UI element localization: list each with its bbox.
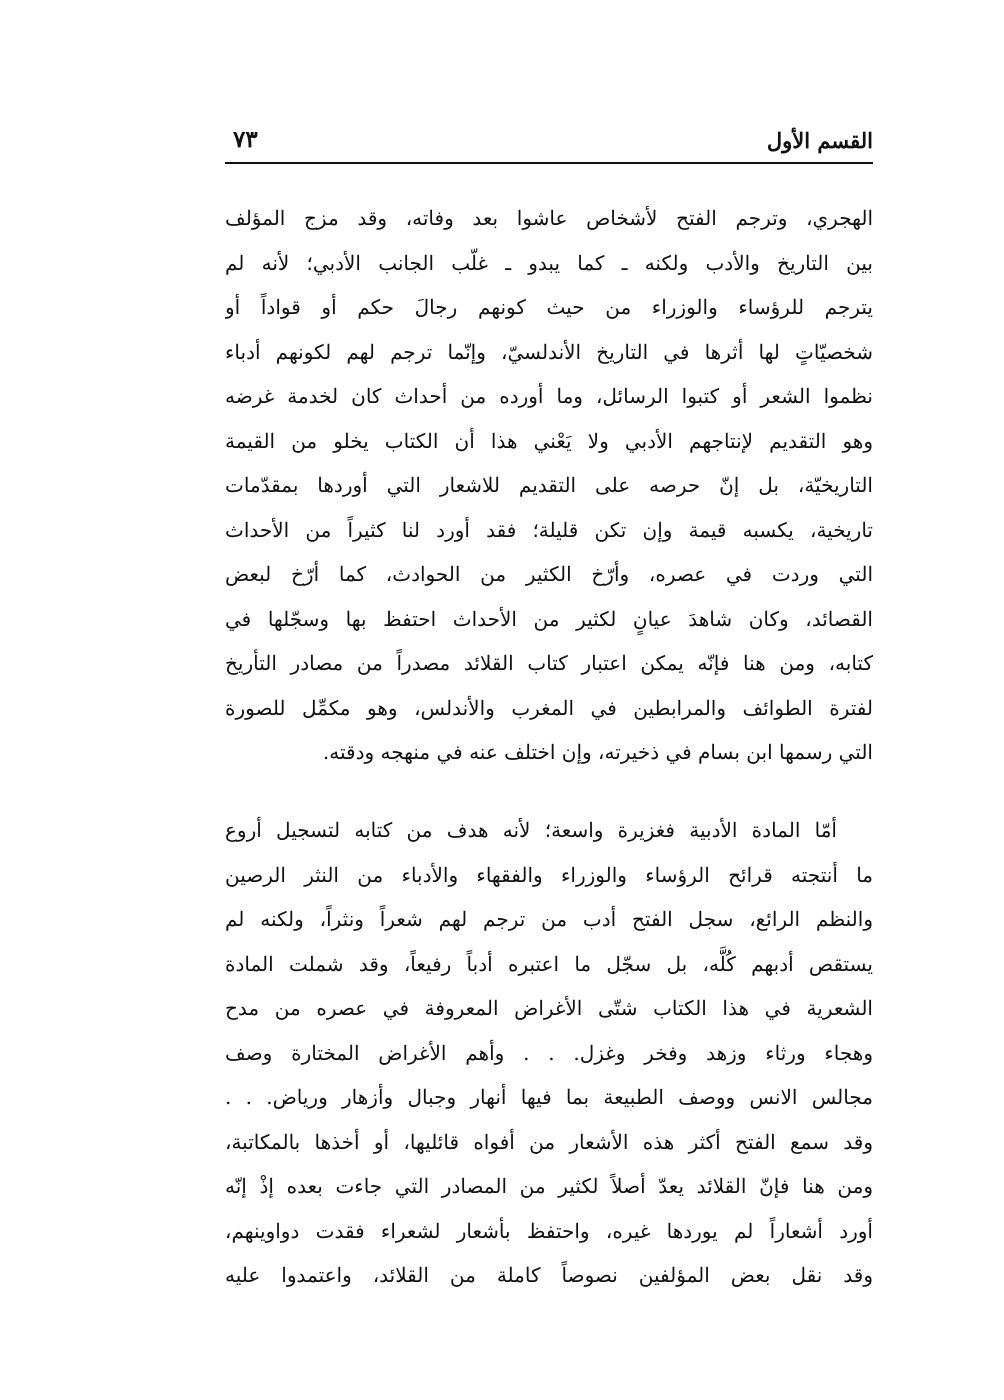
text-line: وهجاء ورثاء وزهد وفخر وغزل. . . وأهم الأغراض المختارة وصف [225,1040,873,1065]
text-line: نظموا الشعر أو كتبوا الرسائل، وما أورده من أحداث كان لخدمة غرضه [225,384,873,408]
text-line: أمّا المادة الأدبية فغزيرة واسعة؛ لأنه هدف من كتابه لتسجيل أروع [225,818,837,842]
text-line: وقد سمع الفتح أكثر هذه الأشعار من أفواه قائليها، أو أخذها بالمكاتبة، [225,1129,873,1154]
text-line: والنظم الرائع، سجل الفتح أدب من ترجم لهم شعراً ونثراً، ولكنه لم [225,907,873,931]
text-line: ما أنتجته قرائح الرؤساء والوزراء والفقهاء والأدباء من النثر الرصين [225,862,873,887]
text-line: بين التاريخ والأدب ولكنه ـ كما يبدو ـ غلّب الجانب الأدبي؛ لأنه لم [225,250,873,275]
header-rule [225,162,873,164]
text-line: أورد أشعاراً لم يوردها غيره، واحتفظ بأشعار لشعراء فقدت دواوينهم، [225,1218,873,1243]
section-title: القسم الأول [766,128,873,153]
text-line: وقد نقل بعض المؤلفين نصوصاً كاملة من القلائد، واعتمدوا عليه [225,1263,873,1287]
text-line: لفترة الطوائف والمرابطين في المغرب والأندلس، وهو مكمِّل للصورة [225,695,873,720]
text-line: التي وردت في عصره، وأرّخ الكثير من الحوادث، كما أرّخ لبعض [225,562,873,586]
text-line: تاريخية، يكسبه قيمة وإن تكن قليلة؛ فقد أورد لنا كثيراً من الأحداث [225,517,873,542]
paragraph-1 [225,196,873,775]
text-line: كتابه، ومن هنا فإنّه يمكن اعتبار كتاب القلائد مصدراً من مصادر التأريخ [225,651,873,675]
text-line: يستقص أدبهم كُلَّه، بل سجّل ما اعتبره أدباً رفيعاً، وقد شملت المادة [225,951,873,976]
text-line: التاريخيّة، بل إنّ حرصه على التقديم للاشعار التي أوردها بمقدّمات [225,473,873,497]
text-line: ومن هنا فإنّ القلائد يعدّ أصلاً لكثير من المصادر التي جاءت بعده إذْ إنّه [225,1174,873,1198]
text-line: الهجري، وترجم الفتح لأشخاص عاشوا بعد وفاته، وقد مزج المؤلف [225,206,873,230]
paragraph-2 [225,808,873,1298]
text-line: شخصيّاتٍ لها أثرها في التاريخ الأندلسيّ، وإنّما ترجم لهم لكونهم أدباء [225,339,873,364]
text-line: وهو التقديم لإنتاجهم الأدبي ولا يَعْني هذا أن الكتاب يخلو من القيمة [225,428,873,453]
text-line: التي رسمها ابن بسام في ذخيرته، وإن اختلف عنه في منهجه ودقته. [322,740,873,764]
text-line: مجالس الانس ووصف الطبيعة بما فيها أنهار وجبال وأزهار ورياض. . . [225,1085,873,1109]
text-line: القصائد، وكان شاهدَ عيانٍ لكثير من الأحداث احتفظ بها وسجّلها في [225,606,873,631]
text-line: الشعرية في هذا الكتاب شتّى الأغراض المعروفة في عصره من مدح [225,996,873,1020]
running-header [225,122,873,162]
text-line: يترجم للرؤساء والوزراء من حيث كونهم رجالَ حكم أو قواداً أو [225,295,873,319]
page-number: ٧٣ [233,126,258,153]
